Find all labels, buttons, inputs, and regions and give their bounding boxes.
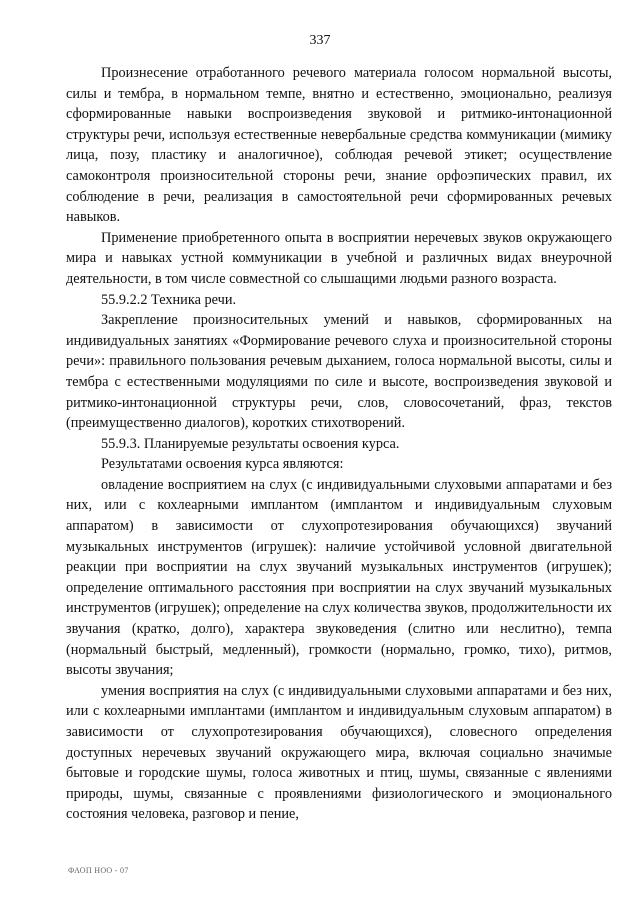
section-heading-planned-results: 55.9.3. Планируемые результаты освоения курса. [101,435,400,452]
paragraph-results-intro: Результатами освоения курса являются: [101,456,344,473]
list-item-non-speech-sounds: умения восприятия на слух (с индивидуальными слуховыми аппаратами и без них, или с кохлеарными имплантами (имплантом и индивидуальным слуховым аппаратом) в зависимости от слухопротезирования обучающихся), словесного определения доступных неречевых звучаний окружающего мира, включая социально значимые бытовые и городские шумы, голоса животных и птиц, шумы, связанные с явлениями природы, шумы, связанные с проявлениями физиологического и эмоционального состояния человека, разговор и пение, [66,682,612,823]
paragraph-application: Применение приобретенного опыта в восприятии неречевых звуков окружающего мира и навыках устной коммуникации в учебной и различных видах внеурочной деятельности, в том числе совместной со слышащими людьми разного возраста. [66,229,612,287]
paragraph-pronunciation: Произнесение отработанного речевого материала голосом нормальной высоты, силы и тембра, в нормальном темпе, внятно и естественно, эмоционально, реализуя сформированные навыки воспроизведения звуковой и ритмико-интонационной структуры речи, используя естественные невербальные средства коммуникации (мимику лица, позу, пластику и аналогичное), соблюдая речевой этикет; осуществление самоконтроля произносительной стороны речи, знание орфоэпических правил, их соблюдение в речи, реализация в самостоятельной речи сформированных речевых навыков. [66,65,612,226]
page-body [66,63,612,825]
footer-document-code: ФАОП НОО - 07 [68,866,129,875]
page-number: 337 [309,33,331,48]
list-item-instruments: овладение восприятием на слух (с индивидуальными слуховыми аппаратами и без них, или с кохлеарными имплантом (имплантом и индивидуальным слуховым аппаратом) в зависимости от слухопротезирования обучающихся) звучаний музыкальных инструментов (игрушек): наличие устойчивой условной двигательной реакции при восприятии на слух звучаний музыкальных инструментов (игрушек); определение оптимального расстояния при восприятии на слух звучаний музыкальных инструментов (игрушек); определение на слух количества звуков, продолжительности их звучания (кратко, долго), характера звуковедения (слитно или неслитно), темпа (нормальный быстрый, медленный), громкости (нормально, громко, тихо), ритмов, высоты звучания; [66,476,612,679]
paragraph-consolidation: Закрепление произносительных умений и навыков, сформированных на индивидуальных занятиях «Формирование речевого слуха и произносительной стороны речи»: правильного пользования речевым дыханием, голоса нормальной высоты, силы и тембра с естественными модуляциями по силе и высоте, воспроизведения звуковой и ритмико-интонационной структуры речи, слов, словосочетаний, фраз, текстов (преимущественно диалогов), коротких стихотворений. [66,312,612,432]
section-heading-speech-technique: 55.9.2.2 Техника речи. [101,291,237,308]
